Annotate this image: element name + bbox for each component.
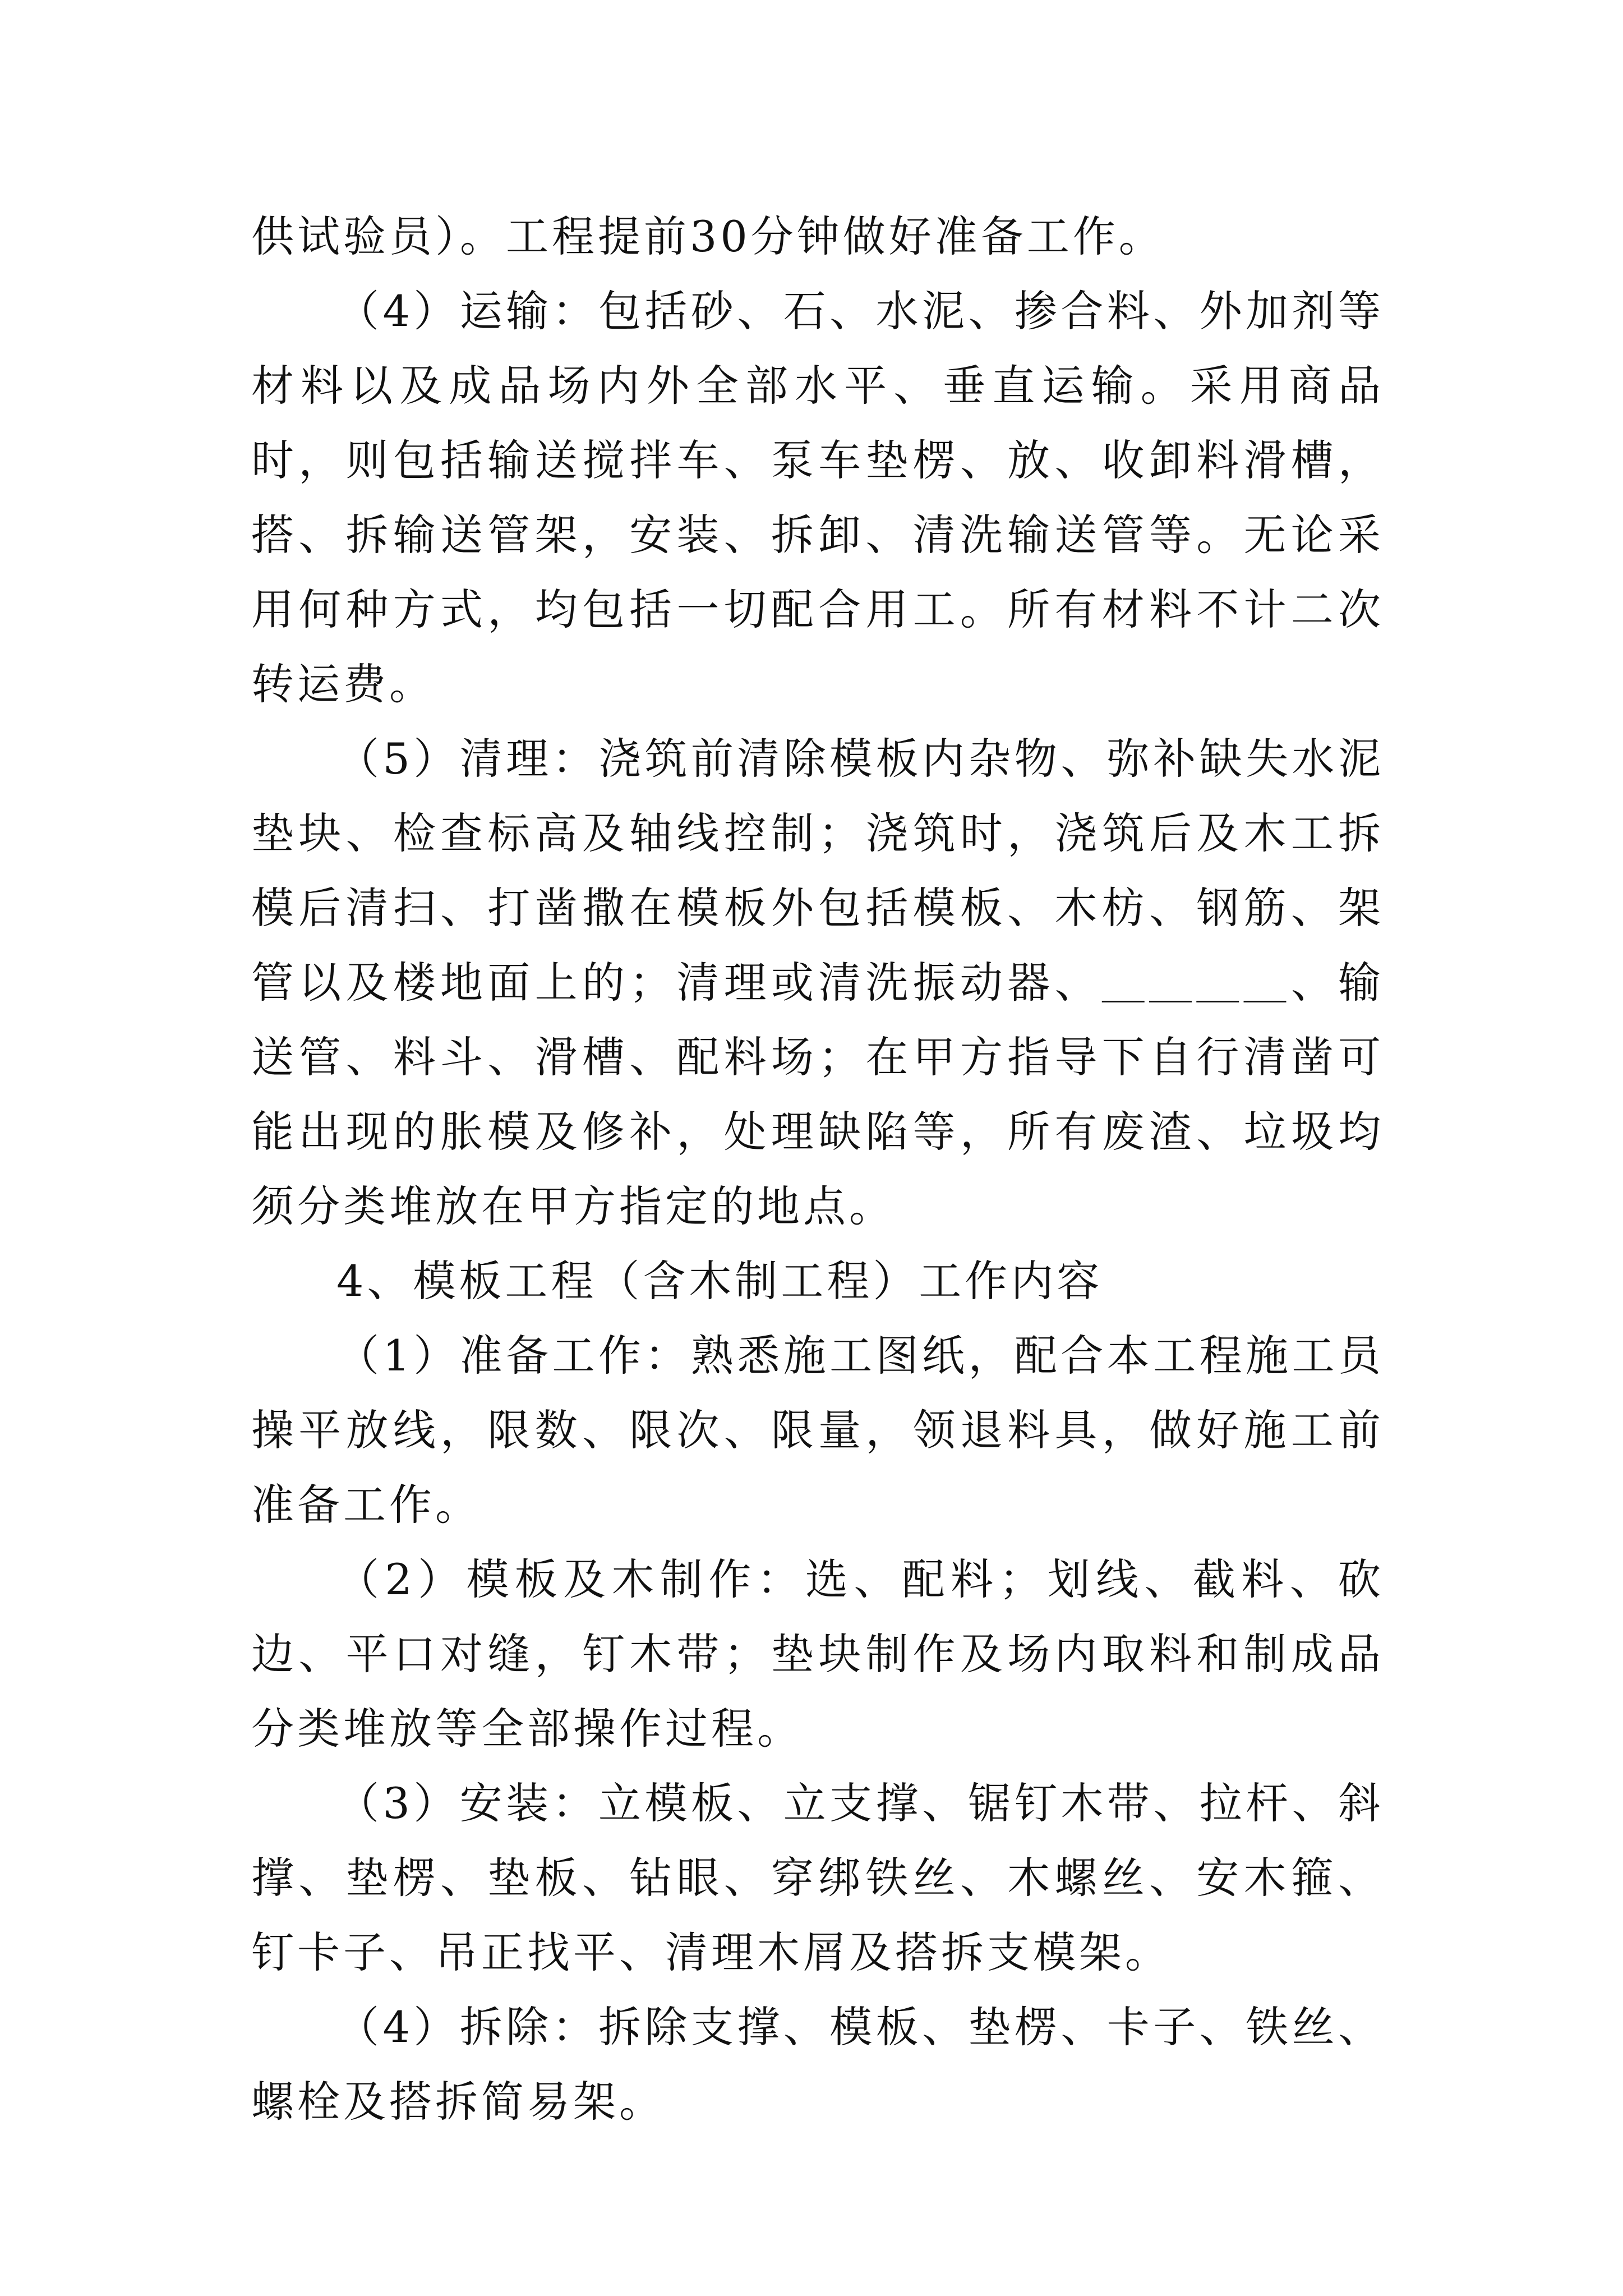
paragraph-formwork-making: （2）模板及木制作：选、配料；划线、截料、砍边、平口对缝，钉木带；垫块制作及场内取料和制成品分类堆放等全部操作过程。	[251, 1554, 1384, 1754]
paragraph-removal: （4）拆除：拆除支撑、模板、垫楞、卡子、铁丝、螺栓及搭拆简易架。	[251, 2002, 1384, 2127]
paragraph-preparation: （1）准备工作：熟悉施工图纸，配合本工程施工员操平放线，限数、限次、限量，领退料具，做好施工前准备工作。	[251, 1331, 1384, 1530]
paragraph-cleanup: （5）清理：浇筑前清除模板内杂物、弥补缺失水泥垫块、检查标高及轴线控制；浇筑时，浇筑后及木工拆模后清扫、打凿撒在模板外包括模板、木枋、钢筋、架管以及楼地面上的；清理或清洗振动器、＿＿＿＿、输送管、料斗、滑槽、配料场；在甲方指导下自行清凿可能出现的胀模及修补，处理缺陷等，所有废渣、垃圾均须分类堆放在甲方指定的地点。	[251, 734, 1384, 1231]
paragraph-continuation: 供试验员）。工程提前30分钟做好准备工作。	[251, 211, 1165, 261]
section-heading-formwork: 4、模板工程（含木制工程）工作内容	[336, 1256, 1103, 1306]
paragraph-transport: （4）运输：包括砂、石、水泥、掺合料、外加剂等材料以及成品场内外全部水平、垂直运输。采用商品时，则包括输送搅拌车、泵车垫楞、放、收卸料滑槽，搭、拆输送管架，安装、拆卸、清洗输送管等。无论采用何种方式，均包括一切配合用工。所有材料不计二次转运费。	[251, 286, 1384, 709]
document-body	[251, 199, 1384, 2139]
paragraph-installation: （3）安装：立模板、立支撑、锯钉木带、拉杆、斜撑、垫楞、垫板、钻眼、穿绑铁丝、木螺丝、安木箍、钉卡子、吊正找平、清理木屑及搭拆支模架。	[251, 1778, 1384, 1977]
